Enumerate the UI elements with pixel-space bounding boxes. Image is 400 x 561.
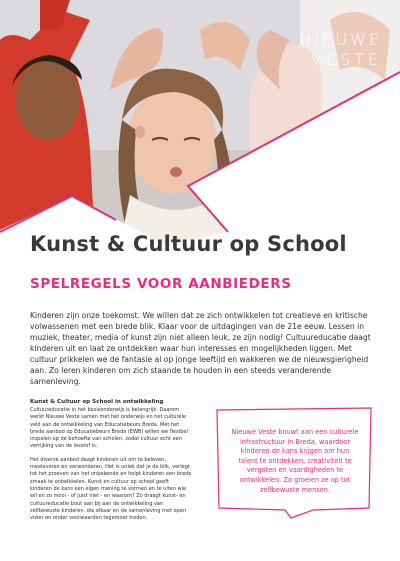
column-paragraph-2: Het diverse aanbod daagt kinderen uit om te beleven, meeleveren en verwonderen. Het is uniek dat je de blik, verlegt tot het proeven van het onbekende en helpt kinderen een brede smaak te ontwikkelen. Kunst en cultuur op school geeft kinderen de kans een eigen mening te vormen en te uiten wie wil en zo mooi - of juist niet - en waarom? Zo draagt kunst- en cultuureducatie bout aan bij aan de ontwikkeling van zelfbewuste kinderen, die elkaar en de samenleving met open vizier en onder voorwaarden tegemoet treden. bbox=[30, 456, 192, 522]
page-subtitle: SPELREGELS VOOR AANBIEDERS bbox=[30, 276, 292, 292]
page-title: Kunst & Cultuur op School bbox=[30, 232, 347, 256]
brand-line1: NIEUWE bbox=[299, 30, 382, 49]
brand-line2: VESTE bbox=[310, 50, 382, 69]
intro-paragraph: Kinderen zijn onze toekomst. We willen dat ze zich ontwikkelen tot creatieve en kritische volwassenen met een brede blik. Klaar voor de uitdagingen van de 21e eeuw. Lessen in muziek, theater, media of kunst zijn niet alleen leuk, ze zijn nodig! Cultuureducatie daagt kinderen uit en laat ze ontdekken waar hun interesses en mogelijkheden liggen. Met cultuur prikkelen we de fantasie al op jonge leeftijd en wakkeren we de nieuwsgierigheid aan. Zo leren kinderen om zich staande te houden in een steeds veranderende samenleving. bbox=[30, 311, 371, 386]
column-heading: Kunst & Cultuur op School in ontwikkeling bbox=[30, 399, 164, 405]
column-paragraph-1: Cultuureducatie in het basisonderwijs is belangrijk. Daarom werkt Nieuwe Veste samen met het onderwijs en het culturele veld aan de ontwikkeling van Educatiebeurs Breda. Met het brede aanbod op Educatiebeurs Breda (EWB) willen we flexibel inspelen op de behoefte van scholen, zodat cultuur echt een verrijking van de lesstof is. bbox=[30, 407, 188, 450]
quote-box bbox=[213, 404, 375, 520]
quote-text: Nieuwe Veste bouwt aan een culturele infrastructuur in Breda, waardoor kinderen de kans krijgen om hun talent te ontdekken, creativiteit te vergoten en vaardigheden te ontwikkelen. Zo groeien ze op tot zelfbewuste mensen. bbox=[231, 428, 359, 494]
brand-logo bbox=[300, 30, 382, 70]
cover-photo bbox=[0, 0, 400, 245]
left-column bbox=[30, 399, 192, 528]
